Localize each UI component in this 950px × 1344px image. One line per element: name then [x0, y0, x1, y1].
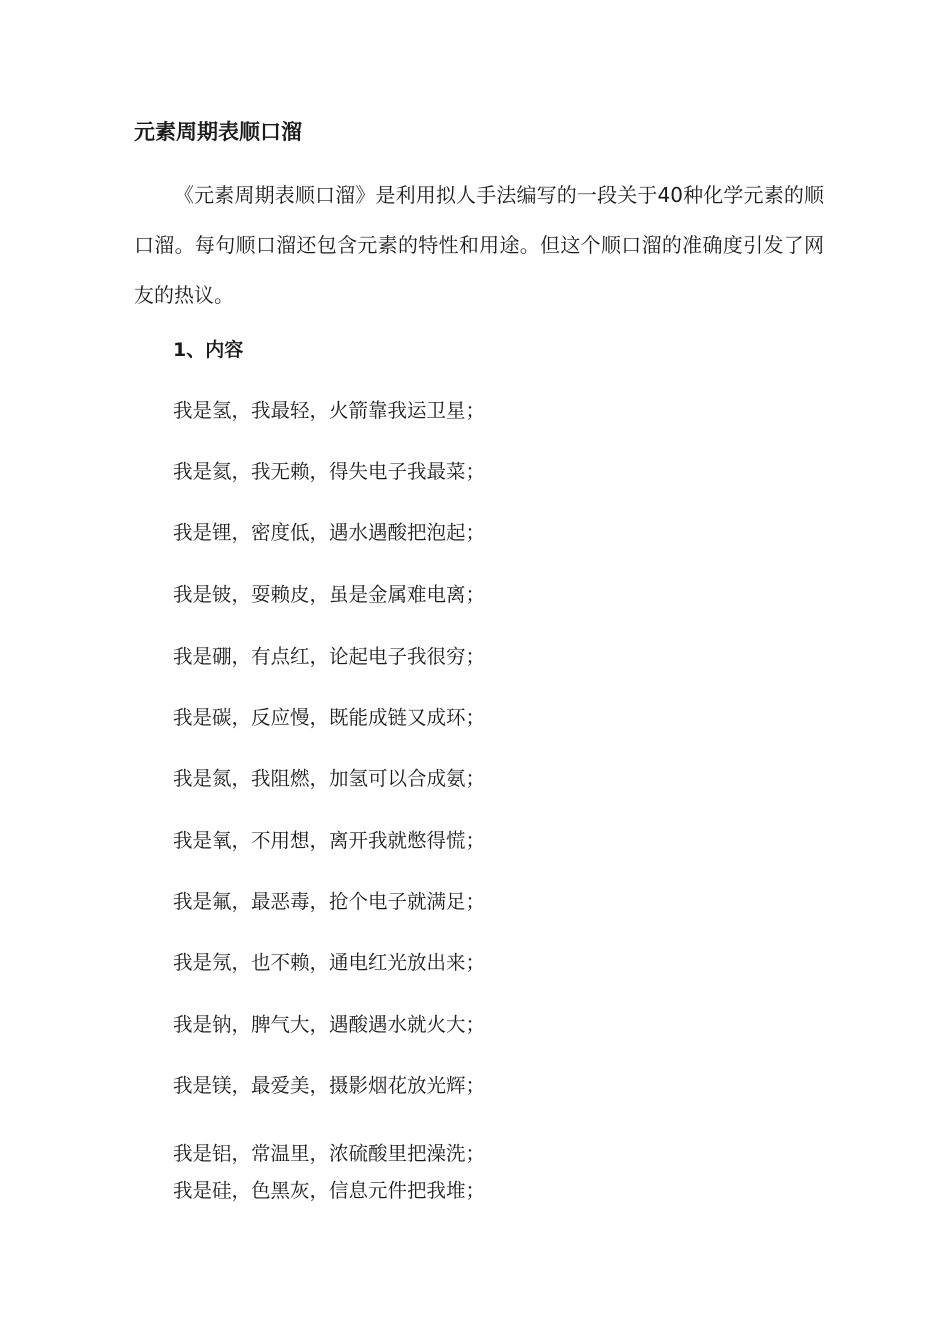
- verse-line: 我是氧，不用想，离开我就憋得慌；: [173, 829, 486, 852]
- document-title: 元素周期表顺口溜: [134, 120, 302, 144]
- verse-line: 我是锂，密度低，遇水遇酸把泡起；: [173, 521, 486, 544]
- verse-line: 我是氮，我阻燃，加氢可以合成氨；: [173, 767, 486, 790]
- verse-line: 我是氦，我无赖，得失电子我最菜；: [173, 460, 486, 483]
- section-heading: 1、内容: [173, 339, 244, 361]
- verse-line: 我是氖，也不赖，通电红光放出来；: [173, 951, 486, 974]
- verse-line: 我是硼，有点红，论起电子我很穷；: [173, 645, 486, 668]
- verse-line: 我是钠，脾气大，遇酸遇水就火大；: [173, 1013, 486, 1036]
- verse-line: 我是铝，常温里，浓硫酸里把澡洗；: [173, 1142, 486, 1165]
- verse-line: 我是氟，最恶毒，抢个电子就满足；: [173, 890, 486, 913]
- intro-paragraph: 《元素周期表顺口溜》是利用拟人手法编写的一段关于40种化学元素的顺口溜。每句顺口溜还包含元素的特性和用途。但这个顺口溜的准确度引发了网友的热议。: [134, 183, 824, 307]
- verse-line: 我是硅，色黑灰，信息元件把我堆；: [173, 1179, 486, 1202]
- verse-line: 我是碳，反应慢，既能成链又成环；: [173, 706, 486, 729]
- verse-line: 我是氢，我最轻，火箭靠我运卫星；: [173, 399, 486, 422]
- verse-line: 我是镁，最爱美，摄影烟花放光辉；: [173, 1074, 486, 1097]
- verse-line: 我是铍，耍赖皮，虽是金属难电离；: [173, 583, 486, 606]
